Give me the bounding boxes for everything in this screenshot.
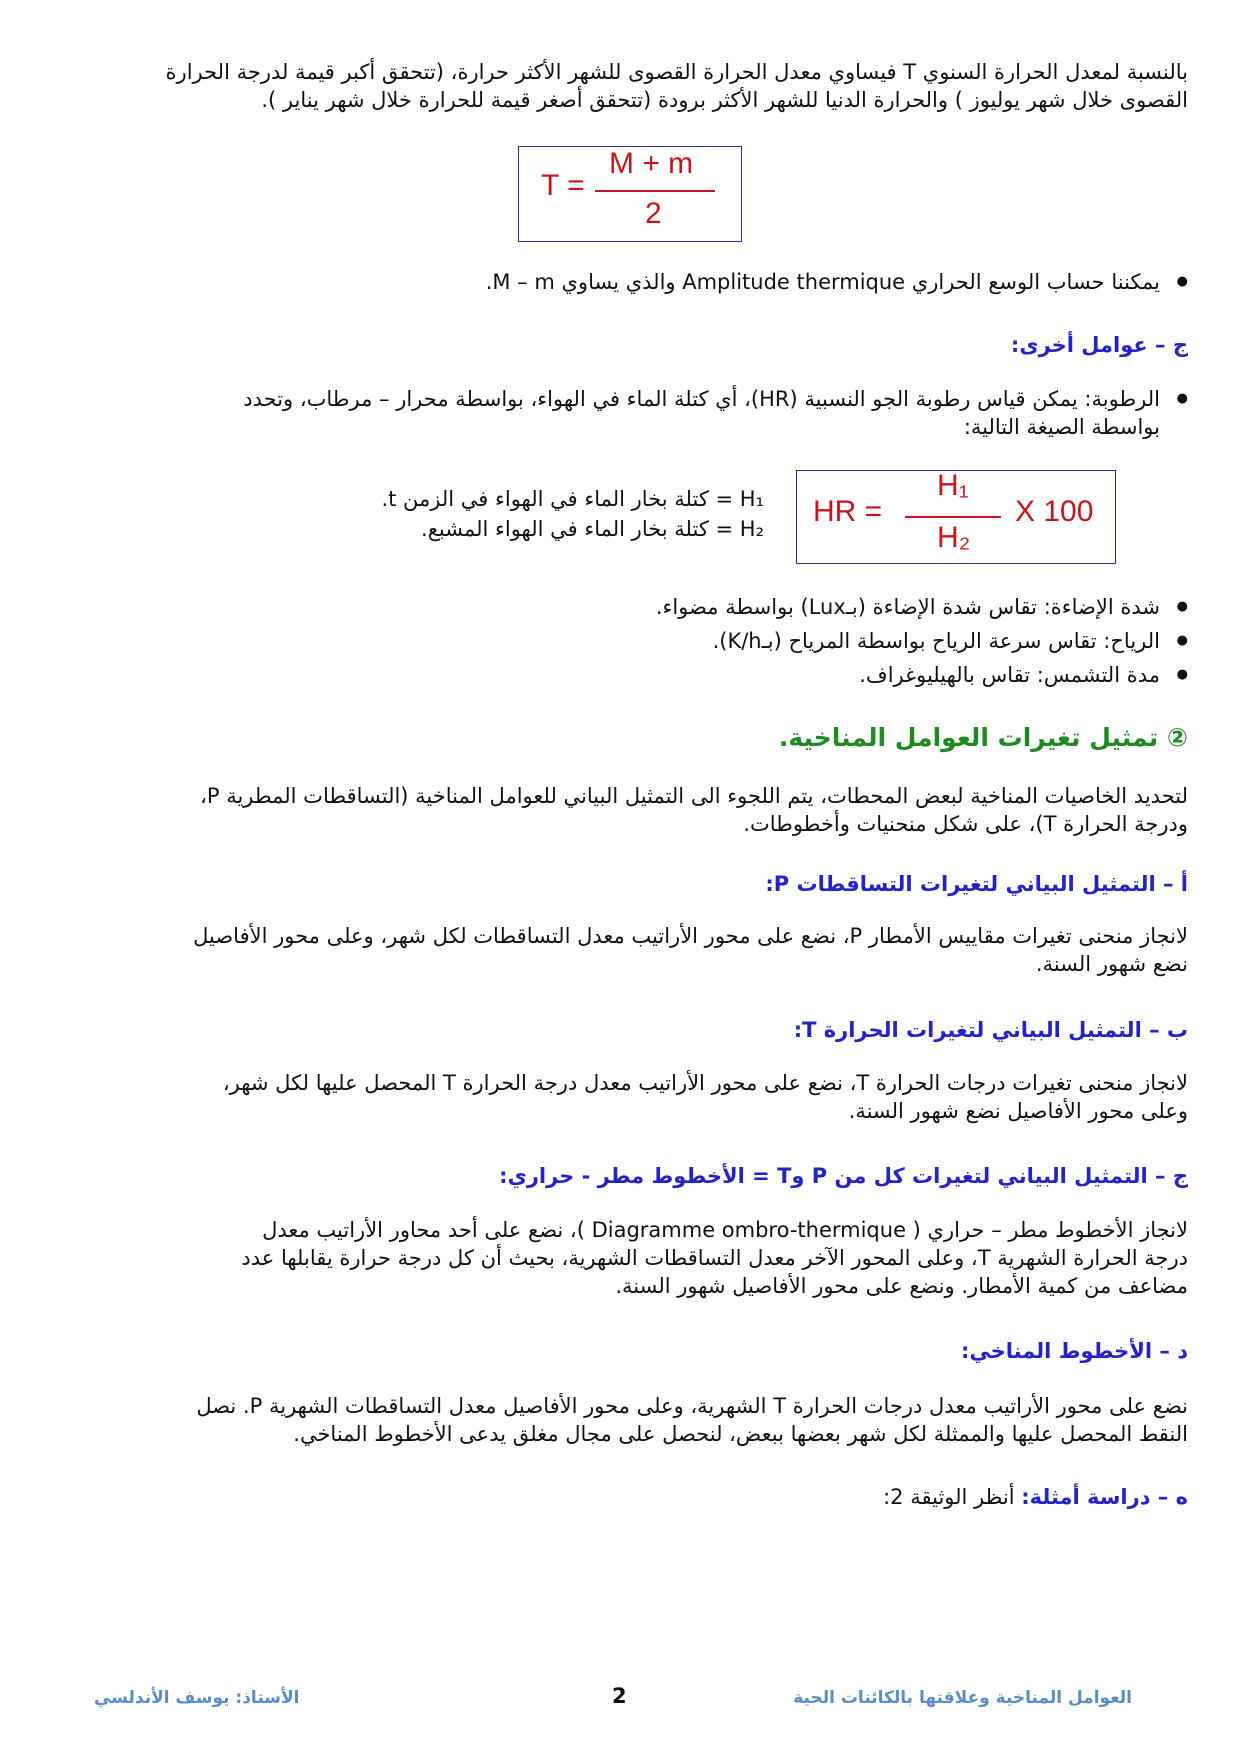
part-b-line-1: لانجاز منحنى تغيرات درجات الحرارة T، نضع على محور الأراتيب معدل درجة الحرارة T المحصل عليها لكل شهر، xyxy=(222,1071,1188,1095)
light-intensity-text: شدة الإضاءة: تقاس شدة الإضاءة (بـLux) بواسطة مضواء. xyxy=(655,595,1160,619)
section-2-intro xyxy=(60,782,1188,838)
part-c-paragraph xyxy=(60,1216,1188,1300)
humidity-line-1: ● الرطوبة: يمكن قياس رطوبة الجو النسبية (HR)، أي كتلة الماء في الهواء، بواسطة محرار – مرطاب، وتحدد xyxy=(243,387,1160,411)
part-a-paragraph xyxy=(60,922,1188,978)
formula-hr-factor: X 100 xyxy=(1015,495,1094,528)
formula-hr-fraction-bar xyxy=(905,516,1001,518)
section-2-intro-line-2: ودرجة الحرارة T)، على شكل منحنيات وأخطوطات. xyxy=(743,812,1188,836)
sunshine-bullet xyxy=(88,661,1188,689)
formula-t-numerator: M + m xyxy=(609,147,694,180)
part-a-line-2: نضع شهور السنة. xyxy=(1035,952,1188,976)
formula-hr-numerator: H₁ xyxy=(937,469,969,502)
page-number: 2 xyxy=(612,1684,627,1708)
humidity-line-2: بواسطة الصيغة التالية: xyxy=(963,415,1160,439)
part-e-heading: ه – دراسة أمثلة: xyxy=(1021,1485,1188,1509)
amplitude-bullet xyxy=(88,268,1188,296)
section-2-intro-line-1: لتحديد الخاصيات المناخية لبعض المحطات، يتم اللجوء الى التمثيل البياني للعوامل المناخية (التساقطات المطرية P، xyxy=(200,784,1188,808)
part-b-paragraph xyxy=(60,1069,1188,1125)
sunshine-text: مدة التشمس: تقاس بالهيليوغراف. xyxy=(859,663,1160,687)
intro-paragraph xyxy=(60,58,1188,114)
formula-hr-lhs: HR = xyxy=(813,495,883,528)
hr-legend-h1: H₁ = كتلة بخار الماء في الهواء في الزمن t. xyxy=(381,487,764,511)
hr-legend-h2: H₂ = كتلة بخار الماء في الهواء المشبع. xyxy=(421,517,764,541)
part-c-line-3: مضاعف من كمية الأمطار. ونضع على محور الأفاصيل شهور السنة. xyxy=(615,1274,1188,1298)
amplitude-bullet-text: يمكننا حساب الوسع الحراري Amplitude thermique والذي يساوي M – m. xyxy=(485,270,1160,294)
part-b-heading: ب – التمثيل البياني لتغيرات الحرارة T: xyxy=(793,1018,1188,1042)
formula-hr-denominator: H₂ xyxy=(937,521,971,554)
wind-text: الرياح: تقاس سرعة الرياح بواسطة المرياح (بـK/h). xyxy=(712,629,1160,653)
part-d-heading: د – الأخطوط المناخي: xyxy=(960,1339,1188,1363)
part-b-line-2: وعلى محور الأفاصيل نضع شهور السنة. xyxy=(848,1099,1188,1123)
part-d-paragraph xyxy=(60,1392,1188,1448)
hr-legend xyxy=(381,484,764,544)
part-c-line-1: لانجاز الأخطوط مطر – حراري ( Diagramme ombro-thermique )، نضع على أحد محاور الأراتيب معدل xyxy=(262,1218,1188,1242)
part-e-line xyxy=(88,1483,1188,1511)
part-c-line-2: درجة الحرارة الشهرية T، وعلى المحور الآخر معدل التساقطات الشهرية، بحيث أن كل درجة حرارة يقابلها عدد xyxy=(241,1246,1188,1270)
section-2-title: ② تمثيل تغيرات العوامل المناخية. xyxy=(778,723,1188,752)
part-d-line-1: نضع على محور الأراتيب معدل درجات الحرارة T الشهرية، وعلى محور الأفاصيل معدل التساقطات الشهرية P. نصل xyxy=(196,1394,1188,1418)
light-intensity-bullet xyxy=(88,593,1188,621)
formula-t-lhs: T = xyxy=(541,169,585,202)
formula-hr-box xyxy=(796,470,1116,564)
part-e-text: أنظر الوثيقة 2: xyxy=(883,1485,1015,1509)
formula-t-box xyxy=(518,146,742,242)
intro-line-2: القصوى خلال شهر يوليوز ) والحرارة الدنيا للشهر الأكثر برودة (تتحقق أصغر قيمة للحرارة خلال شهر يناير ). xyxy=(261,88,1188,112)
formula-t-denominator: 2 xyxy=(645,197,662,230)
footer-title: العوامل المناخية وعلاقتها بالكائنات الحية xyxy=(793,1688,1132,1708)
part-d-line-2: النقط المحصل عليها والممثلة لكل شهر بعضها ببعض، لنحصل على مجال مغلق يدعى الأخطوط المناخي. xyxy=(293,1422,1188,1446)
formula-t-fraction-bar xyxy=(595,190,715,192)
footer-author: الأستاذ: يوسف الأندلسي xyxy=(94,1688,300,1708)
part-a-heading: أ – التمثيل البياني لتغيرات التساقطات P: xyxy=(765,872,1188,896)
humidity-bullet xyxy=(88,385,1188,441)
wind-bullet xyxy=(88,627,1188,655)
part-c-heading: ج – التمثيل البياني لتغيرات كل من P وT = الأخطوط مطر - حراري: xyxy=(499,1164,1188,1188)
section-c-heading: ج – عوامل أخرى: xyxy=(1010,333,1188,357)
part-a-line-1: لانجاز منحنى تغيرات مقاييس الأمطار P، نضع على محور الأراتيب معدل التساقطات لكل شهر، وعلى محور الأفاصيل xyxy=(193,924,1188,948)
intro-line-1: بالنسبة لمعدل الحرارة السنوي T فيساوي معدل الحرارة القصوى للشهر الأكثر حرارة، (تتحقق أكبر قيمة لدرجة الحرارة xyxy=(165,60,1188,84)
